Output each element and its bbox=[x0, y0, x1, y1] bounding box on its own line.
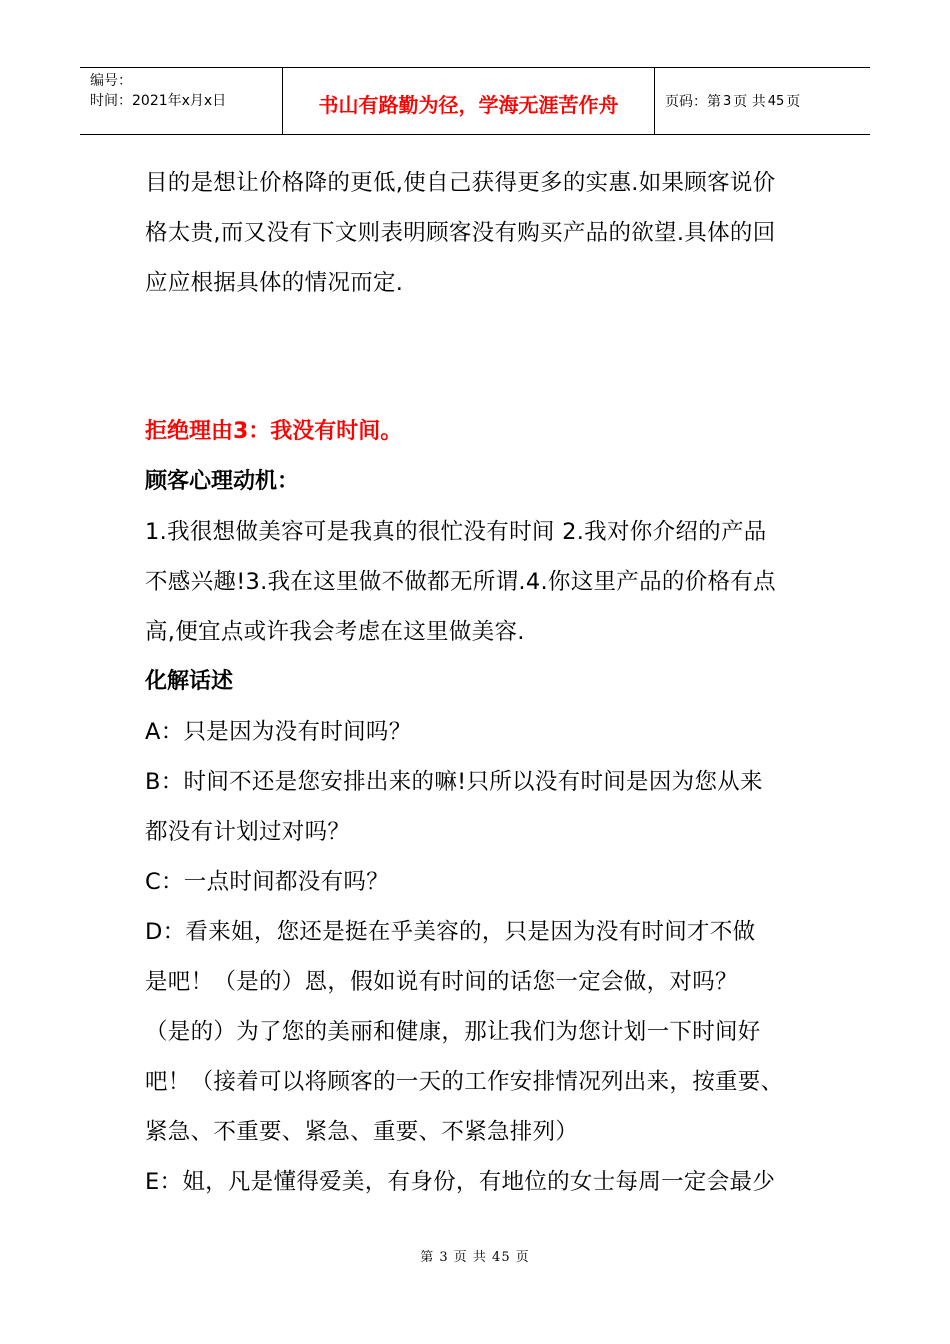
answer-d-line: 是吧！（是的）恩，假如说有时间的话您一定会做，对吗？ bbox=[145, 969, 738, 995]
answer-d-line: （是的）为了您的美丽和健康，那让我们为您计划一下时间好 bbox=[145, 1019, 761, 1045]
section-spacer bbox=[145, 308, 830, 407]
resolve-heading: 化解话述 bbox=[145, 669, 234, 694]
reason-heading: 拒绝理由3：我没有时间。 bbox=[145, 419, 403, 444]
answer-a: A：只是因为没有时间吗？ bbox=[145, 719, 412, 745]
document-body bbox=[145, 158, 830, 1207]
answer-b-line: B：时间不还是您安排出来的嘛!只所以没有时间是因为您从来 bbox=[145, 769, 763, 795]
header-meta bbox=[80, 68, 283, 134]
header-page-info bbox=[655, 68, 870, 134]
paragraph-line: 目的是想让价格降的更低,使自己获得更多的实惠.如果顾客说价 bbox=[145, 170, 776, 196]
page-current: 3 bbox=[723, 93, 732, 109]
page-header bbox=[80, 67, 870, 135]
document-time: 时间：2021年x月x日 bbox=[90, 93, 227, 109]
page-total: 45 bbox=[767, 93, 785, 109]
document-number-label: 编号： bbox=[90, 73, 132, 89]
motive-heading: 顾客心理动机： bbox=[145, 469, 300, 494]
answer-d-line: D：看来姐，您还是挺在乎美容的，只是因为没有时间才不做 bbox=[145, 919, 756, 945]
page-prefix: 页码：第 bbox=[665, 94, 721, 110]
answer-d-line: 吧！（接着可以将顾客的一天的工作安排情况列出来，按重要、 bbox=[145, 1069, 784, 1095]
paragraph-line: 应应根据具体的情况而定. bbox=[145, 270, 404, 296]
motive-line: 1.我很想做美容可是我真的很忙没有时间 2.我对你介绍的产品 bbox=[145, 519, 767, 545]
header-motto: 书山有路勤为径，学海无涯苦作舟 bbox=[283, 68, 655, 134]
answer-e: E：姐，凡是懂得爱美，有身份，有地位的女士每周一定会最少 bbox=[145, 1169, 776, 1195]
page-suffix: 页 bbox=[786, 94, 801, 110]
answer-c: C：一点时间都没有吗？ bbox=[145, 869, 390, 895]
paragraph-line: 格太贵,而又没有下文则表明顾客没有购买产品的欲望.具体的回 bbox=[145, 220, 776, 246]
page-footer: 第 3 页 共 45 页 bbox=[420, 1250, 530, 1265]
answer-d-line: 紧急、不重要、紧急、重要、不紧急排列） bbox=[145, 1119, 579, 1145]
motive-line: 不感兴趣!3.我在这里做不做都无所谓.4.你这里产品的价格有点 bbox=[145, 569, 776, 595]
answer-b-line: 都没有计划过对吗？ bbox=[145, 819, 351, 845]
page-mid: 页 共 bbox=[733, 94, 766, 110]
motive-line: 高,便宜点或许我会考虑在这里做美容. bbox=[145, 619, 525, 645]
